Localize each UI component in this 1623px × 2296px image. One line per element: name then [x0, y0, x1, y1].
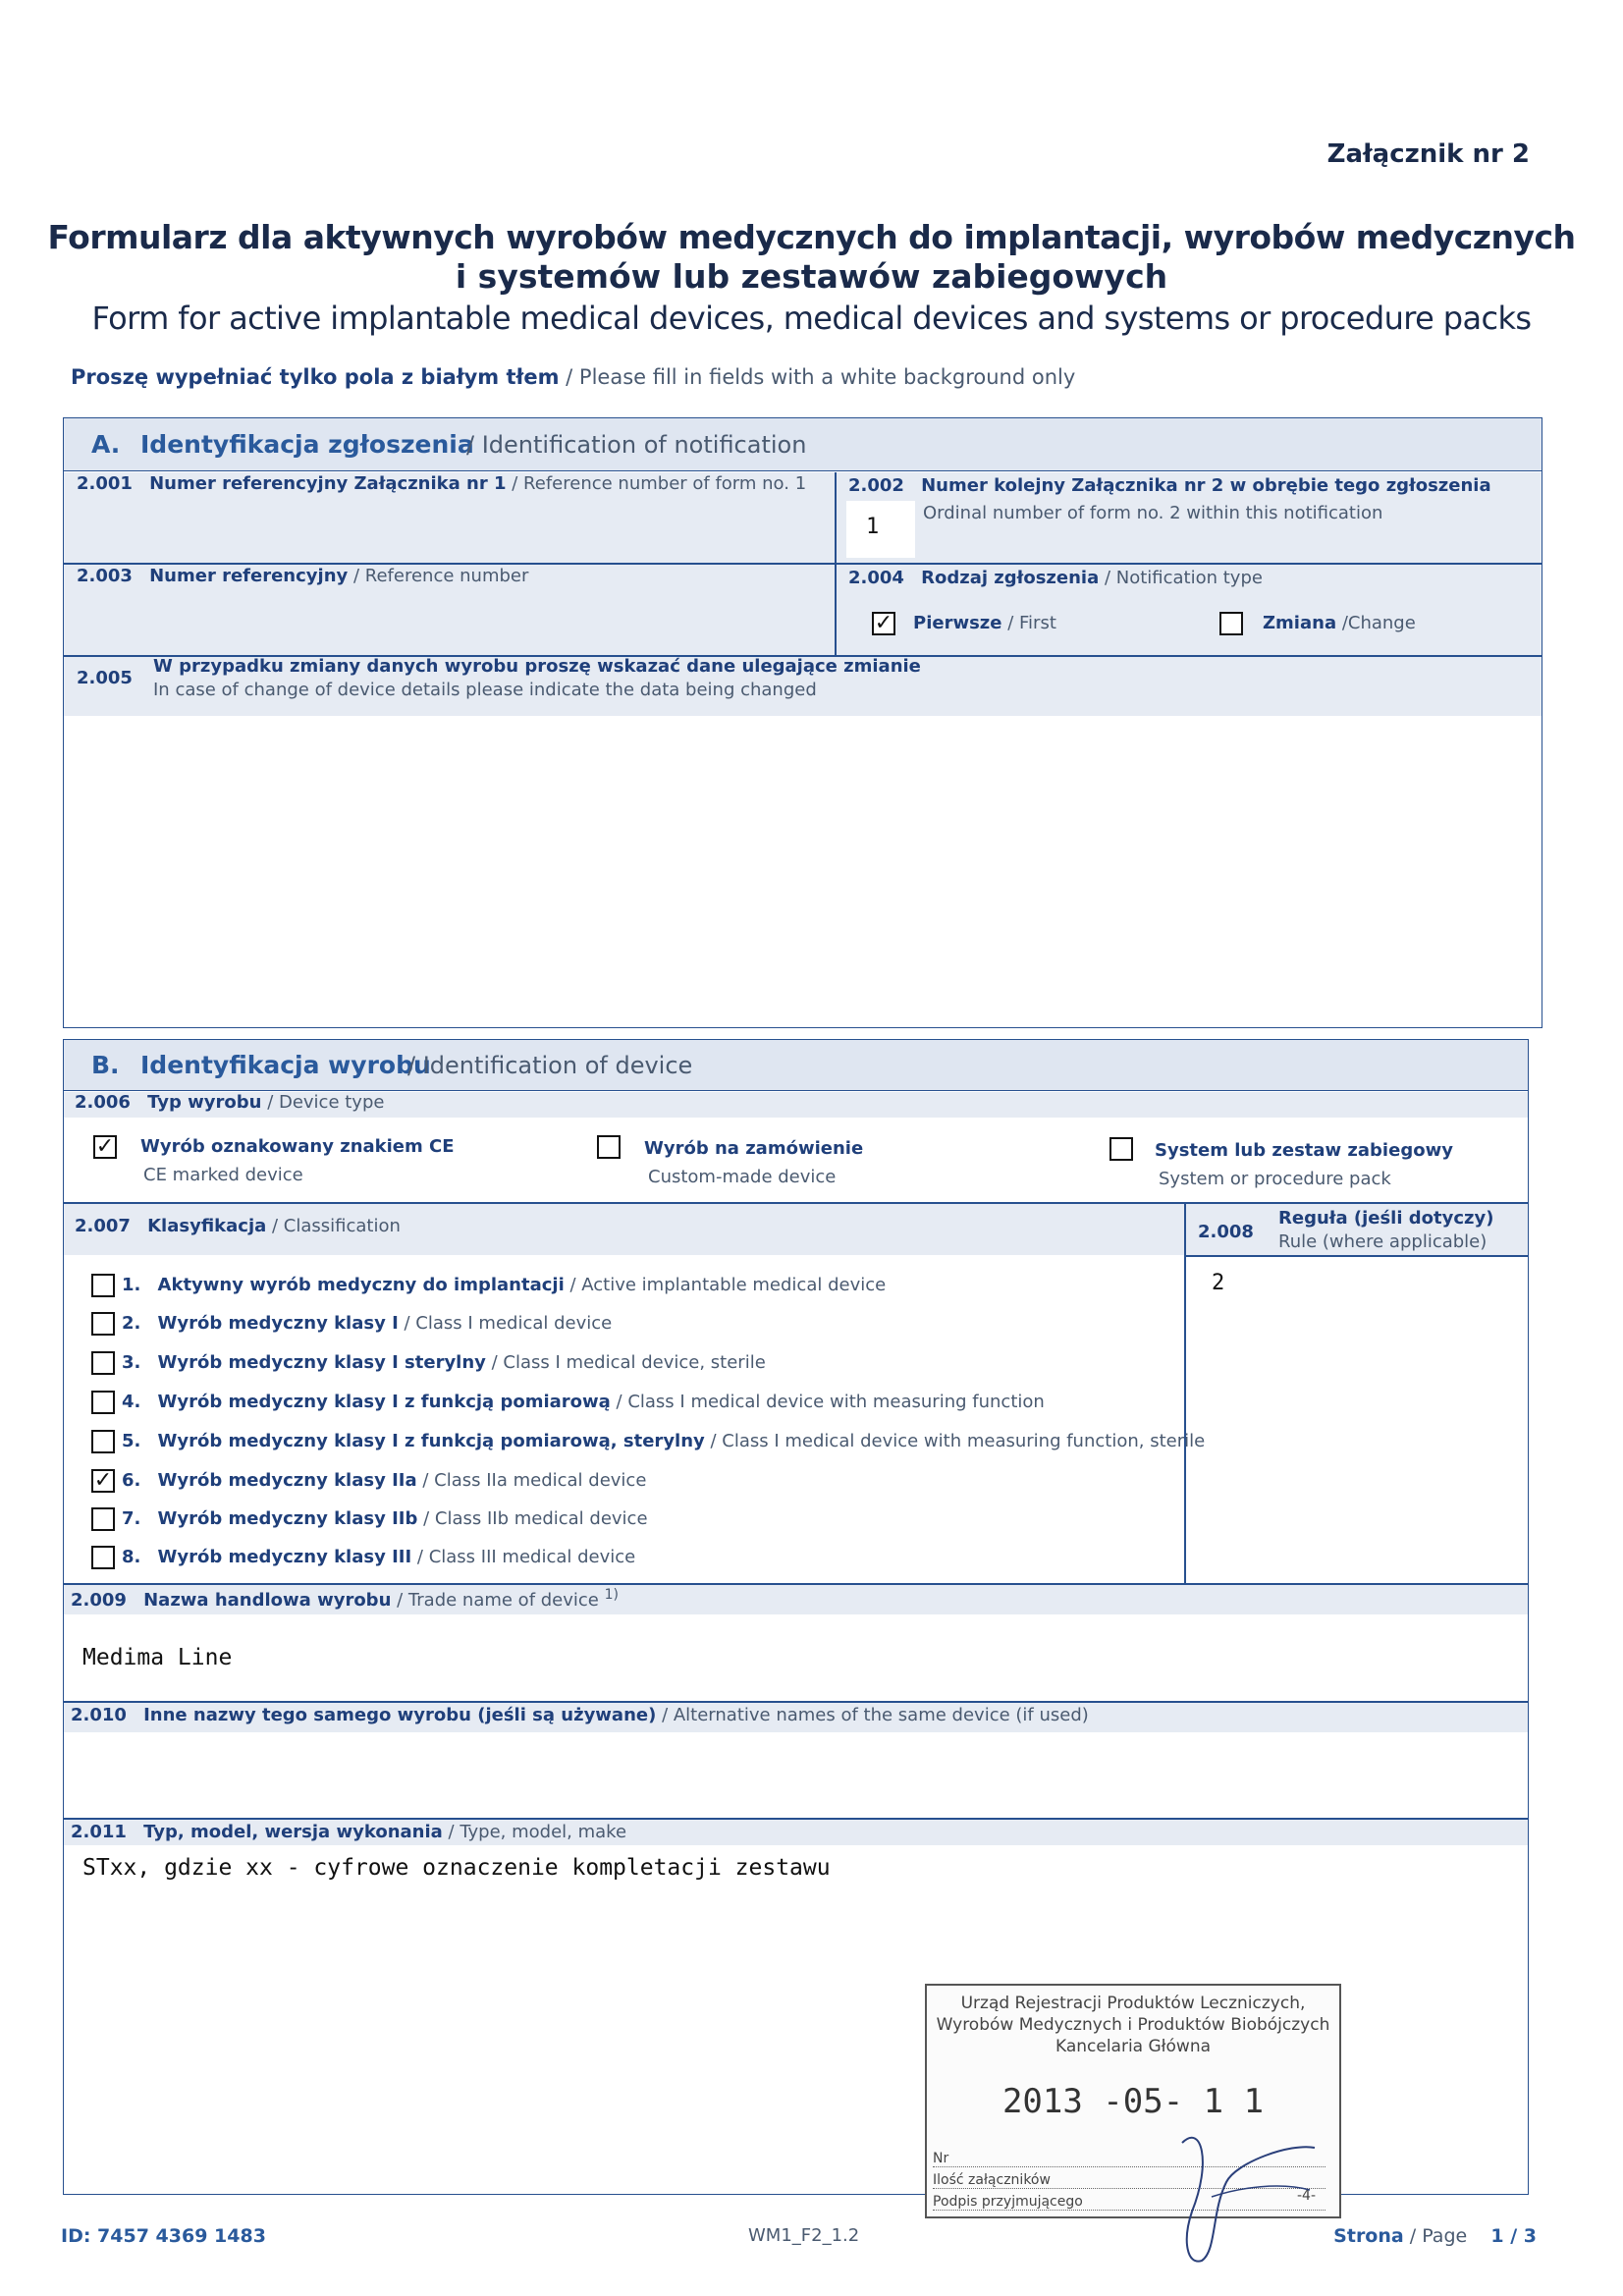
change-pl: Zmiana: [1263, 613, 1337, 633]
field-2005-en: In case of change of device details please indicate the data being changed: [153, 680, 817, 700]
field-2005-num: 2.005: [77, 668, 133, 688]
field-2005-input[interactable]: [65, 717, 1541, 1026]
stamp-line1: Urząd Rejestracji Produktów Leczniczych,: [960, 1994, 1306, 2013]
field-2001-num: 2.001: [77, 473, 133, 494]
class-item-5-num: 5.: [122, 1431, 141, 1451]
field-2006-num: 2.006: [75, 1092, 131, 1113]
instruction-pl: Proszę wypełniać tylko pola z białym tłem: [71, 365, 560, 389]
class-checkbox-6[interactable]: ✓: [91, 1469, 115, 1493]
field-2004-label: [848, 568, 1263, 588]
field-2001-pl: Numer referencyjny Załącznika nr 1: [149, 473, 507, 494]
field-2003-pl: Numer referencyjny: [149, 566, 349, 586]
field-2002-label: [848, 475, 1491, 496]
field-2008-pl: Reguła (jeśli dotyczy): [1278, 1208, 1494, 1229]
field-2007-pl: Klasyfikacja: [147, 1216, 267, 1236]
first-pl: Pierwsze: [913, 613, 1002, 633]
class-item-7-en: / Class IIb medical device: [423, 1508, 648, 1529]
section-b-title-en: / Identification of device: [407, 1052, 693, 1079]
class-item-7: [122, 1508, 648, 1529]
stamp-sign: Podpis przyjmującego -4-: [933, 2194, 1325, 2211]
stamp-mark: -4-: [1296, 2188, 1316, 2204]
field-2002-input[interactable]: [846, 501, 915, 558]
field-2002-value: 1: [866, 515, 880, 539]
section-b-letter: B.: [91, 1051, 120, 1079]
field-2010-en: / Alternative names of the same device (if used): [662, 1705, 1089, 1725]
field-2009-input[interactable]: [65, 1615, 1527, 1699]
section-a-title-en: / Identification of notification: [466, 431, 807, 459]
ce-marked-pl: Wyrób oznakowany znakiem CE: [140, 1136, 455, 1157]
class-item-2: [122, 1313, 612, 1334]
field-2004-en: / Notification type: [1104, 568, 1263, 588]
class-item-8-num: 8.: [122, 1547, 141, 1567]
field-2003-en: / Reference number: [352, 566, 529, 586]
first-label: [913, 613, 1056, 633]
section-a-header: [64, 418, 1542, 471]
class-checkbox-8[interactable]: [91, 1546, 115, 1569]
field-2006-en: / Device type: [267, 1092, 385, 1113]
class-item-2-pl: Wyrób medyczny klasy I: [157, 1313, 399, 1334]
class-item-1: [122, 1275, 886, 1295]
class-item-6-pl: Wyrób medyczny klasy IIa: [157, 1470, 417, 1491]
field-2009-value: Medima Line: [82, 1645, 233, 1670]
title-pl-line2: i systemów lub zestawów zabiegowych: [455, 257, 1168, 296]
class-checkbox-4[interactable]: [91, 1391, 115, 1414]
field-2001-label: [77, 473, 806, 494]
custom-made-en: Custom-made device: [648, 1167, 837, 1187]
change-label: [1263, 613, 1416, 633]
field-2008-num: 2.008: [1198, 1222, 1254, 1242]
field-2010-label: [71, 1705, 1089, 1725]
instruction: [71, 365, 1075, 389]
class-item-4-pl: Wyrób medyczny klasy I z funkcją pomiarową: [157, 1392, 611, 1412]
field-2007-num: 2.007: [75, 1216, 131, 1236]
field-2011-label: [71, 1822, 626, 1842]
class-item-6-num: 6.: [122, 1470, 141, 1491]
checkbox-system-pack[interactable]: [1109, 1137, 1133, 1161]
field-2007-label: [75, 1216, 401, 1236]
field-2009-en: / Trade name of device: [397, 1590, 599, 1611]
class-item-8-en: / Class III medical device: [416, 1547, 636, 1567]
field-2006-pl: Typ wyrobu: [147, 1092, 262, 1113]
field-2001-en: / Reference number of form no. 1: [512, 473, 807, 494]
checkbox-change[interactable]: [1219, 612, 1243, 635]
field-2009-sup: 1): [604, 1587, 619, 1603]
attachment-label: Załącznik nr 2: [1326, 139, 1530, 169]
class-item-3-pl: Wyrób medyczny klasy I sterylny: [157, 1352, 486, 1373]
title-en: Form for active implantable medical devices, medical devices and systems or procedure packs: [91, 300, 1532, 337]
field-2002-num: 2.002: [848, 475, 904, 496]
section-b-header: [64, 1040, 1528, 1091]
stamp-line3: Kancelaria Główna: [1055, 2037, 1212, 2056]
class-item-5-pl: Wyrób medyczny klasy I z funkcją pomiarową, sterylny: [157, 1431, 705, 1451]
class-item-8-pl: Wyrób medyczny klasy III: [157, 1547, 412, 1567]
footer-page-sep: / Page: [1409, 2225, 1468, 2247]
class-checkbox-7[interactable]: [91, 1507, 115, 1531]
field-2007-en: / Classification: [272, 1216, 401, 1236]
class-item-1-pl: Aktywny wyrób medyczny do implantacji: [157, 1275, 565, 1295]
class-item-6-en: / Class IIa medical device: [422, 1470, 647, 1491]
class-item-3-en: / Class I medical device, sterile: [491, 1352, 766, 1373]
field-2009-label: [71, 1587, 619, 1611]
footer-page: [1333, 2225, 1537, 2247]
stamp-nr: Nr: [933, 2151, 1325, 2167]
field-2008-value: 2: [1212, 1271, 1225, 1295]
class-item-5: [122, 1431, 1205, 1451]
class-item-2-en: / Class I medical device: [404, 1313, 613, 1334]
section-a-title: Identyfikacja zgłoszenia: [140, 430, 474, 459]
class-item-7-num: 7.: [122, 1508, 141, 1529]
first-en: / First: [1007, 613, 1056, 633]
field-2005-pl: W przypadku zmiany danych wyrobu proszę wskazać dane ulegające zmianie: [153, 656, 921, 677]
footer-code: WM1_F2_1.2: [748, 2225, 860, 2246]
class-item-8: [122, 1547, 635, 1567]
stamp-line2: Wyrobów Medycznych i Produktów Biobójczych: [936, 2015, 1330, 2035]
field-2002-pl: Numer kolejny Załącznika nr 2 w obrębie tego zgłoszenia: [921, 475, 1491, 496]
field-2008-input[interactable]: [1186, 1257, 1527, 1581]
field-2003-label: [77, 566, 528, 586]
field-2011-en: / Type, model, make: [448, 1822, 627, 1842]
section-a-letter: A.: [91, 430, 121, 459]
class-item-4-num: 4.: [122, 1392, 141, 1412]
class-checkbox-3[interactable]: [91, 1351, 115, 1375]
change-en: /Change: [1341, 613, 1416, 633]
field-2010-input[interactable]: [65, 1733, 1527, 1816]
field-2009-pl: Nazwa handlowa wyrobu: [143, 1590, 392, 1611]
field-2010-num: 2.010: [71, 1705, 127, 1725]
footer-page-number: 1 / 3: [1490, 2225, 1537, 2247]
class-item-3-num: 3.: [122, 1352, 141, 1373]
class-item-4: [122, 1392, 1045, 1412]
instruction-en: / Please fill in fields with a white background only: [566, 365, 1076, 389]
checkbox-first[interactable]: ✓: [872, 612, 895, 635]
class-item-7-pl: Wyrób medyczny klasy IIb: [157, 1508, 418, 1529]
field-2006-label: [75, 1092, 384, 1113]
stamp-date: 2013 -05- 1 1: [1001, 2082, 1265, 2121]
signature-icon: [1143, 2104, 1320, 2270]
footer-id: ID: 7457 4369 1483: [61, 2225, 266, 2247]
system-pack-en: System or procedure pack: [1159, 1169, 1391, 1189]
class-checkbox-1[interactable]: [91, 1274, 115, 1297]
class-checkbox-2[interactable]: [91, 1312, 115, 1336]
class-item-4-en: / Class I medical device with measuring function: [616, 1392, 1045, 1412]
field-2009-num: 2.009: [71, 1590, 127, 1611]
class-item-1-en: / Active implantable medical device: [569, 1275, 887, 1295]
field-2010-pl: Inne nazwy tego samego wyrobu (jeśli są używane): [143, 1705, 657, 1725]
ce-marked-en: CE marked device: [143, 1165, 303, 1185]
checkbox-ce-marked[interactable]: ✓: [93, 1135, 117, 1159]
class-item-1-num: 1.: [122, 1275, 141, 1295]
field-2008-en: Rule (where applicable): [1278, 1231, 1488, 1252]
section-b-title: Identyfikacja wyrobu: [140, 1051, 431, 1079]
class-item-2-num: 2.: [122, 1313, 141, 1334]
footer-page-label: Strona: [1333, 2225, 1404, 2247]
system-pack-pl: System lub zestaw zabiegowy: [1155, 1140, 1453, 1161]
custom-made-pl: Wyrób na zamówienie: [644, 1138, 864, 1159]
field-2002-en: Ordinal number of form no. 2 within this notification: [923, 503, 1383, 523]
title-pl-line1: Formularz dla aktywnych wyrobów medycznych do implantacji, wyrobów medycznych: [47, 218, 1576, 256]
field-2011-pl: Typ, model, wersja wykonania: [143, 1822, 443, 1842]
class-checkbox-5[interactable]: [91, 1430, 115, 1453]
field-2004-num: 2.004: [848, 568, 904, 588]
class-item-6: [122, 1470, 646, 1491]
class-item-3: [122, 1352, 766, 1373]
field-2003-num: 2.003: [77, 566, 133, 586]
class-item-5-en: / Class I medical device with measuring function, sterile: [710, 1431, 1206, 1451]
field-2011-value: STxx, gdzie xx - cyfrowe oznaczenie kompletacji zestawu: [82, 1855, 831, 1881]
registration-stamp: [925, 1984, 1341, 2218]
field-2004-pl: Rodzaj zgłoszenia: [921, 568, 1100, 588]
stamp-count: Ilość załączników: [933, 2172, 1325, 2189]
field-2011-num: 2.011: [71, 1822, 127, 1842]
checkbox-custom-made[interactable]: [597, 1135, 621, 1159]
